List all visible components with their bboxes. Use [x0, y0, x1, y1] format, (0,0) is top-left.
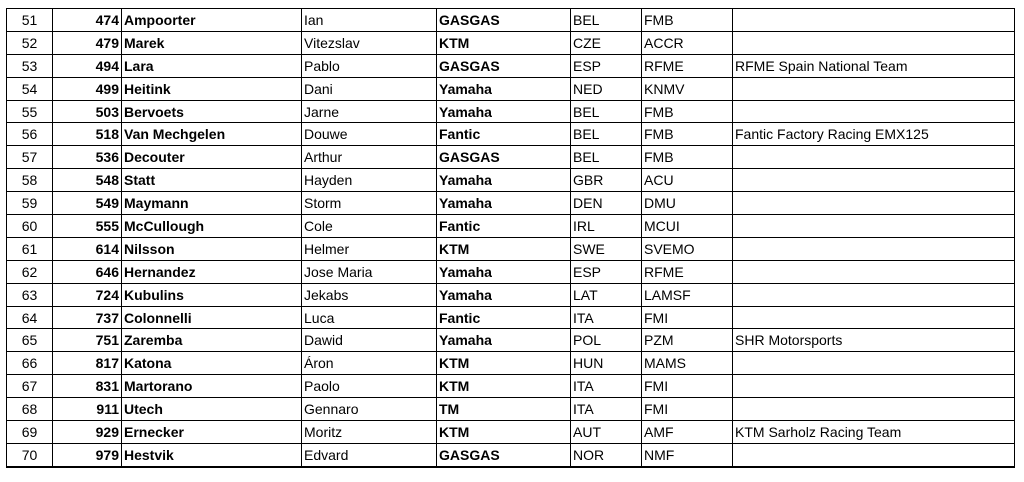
race-number-cell: 548 — [53, 169, 122, 192]
position-cell: 62 — [7, 260, 53, 283]
federation-cell: RFME — [642, 260, 733, 283]
entry-list-table — [6, 8, 1015, 468]
last-name-cell: Heitink — [122, 77, 302, 100]
last-name-cell: Katona — [122, 352, 302, 375]
table-row — [7, 237, 1015, 260]
last-name-cell: Ernecker — [122, 421, 302, 444]
table-row — [7, 443, 1015, 466]
race-number-cell: 929 — [53, 421, 122, 444]
table-row — [7, 192, 1015, 215]
last-name-cell: McCullough — [122, 215, 302, 238]
federation-cell: DMU — [642, 192, 733, 215]
first-name-cell: Moritz — [302, 421, 437, 444]
first-name-cell: Gennaro — [302, 398, 437, 421]
race-number-cell: 751 — [53, 329, 122, 352]
team-cell — [733, 100, 1015, 123]
bike-brand-cell: KTM — [437, 31, 571, 54]
race-number-cell: 499 — [53, 77, 122, 100]
table-row — [7, 260, 1015, 283]
last-name-cell: Statt — [122, 169, 302, 192]
team-cell — [733, 443, 1015, 466]
federation-cell: RFME — [642, 54, 733, 77]
position-cell: 63 — [7, 283, 53, 306]
team-cell — [733, 306, 1015, 329]
position-cell: 57 — [7, 146, 53, 169]
bike-brand-cell: GASGAS — [437, 443, 571, 466]
nationality-cell: ITA — [571, 398, 642, 421]
table-row — [7, 123, 1015, 146]
nationality-cell: POL — [571, 329, 642, 352]
nationality-cell: LAT — [571, 283, 642, 306]
last-name-cell: Bervoets — [122, 100, 302, 123]
first-name-cell: Paolo — [302, 375, 437, 398]
last-name-cell: Zaremba — [122, 329, 302, 352]
nationality-cell: ITA — [571, 306, 642, 329]
federation-cell: ACU — [642, 169, 733, 192]
nationality-cell: DEN — [571, 192, 642, 215]
nationality-cell: NED — [571, 77, 642, 100]
position-cell: 52 — [7, 31, 53, 54]
table-row — [7, 54, 1015, 77]
race-number-cell: 614 — [53, 237, 122, 260]
team-cell — [733, 31, 1015, 54]
last-name-cell: Hestvik — [122, 443, 302, 466]
table-row — [7, 352, 1015, 375]
nationality-cell: GBR — [571, 169, 642, 192]
first-name-cell: Edvard — [302, 443, 437, 466]
federation-cell: FMB — [642, 9, 733, 32]
nationality-cell: ESP — [571, 54, 642, 77]
bike-brand-cell: TM — [437, 398, 571, 421]
bike-brand-cell: KTM — [437, 352, 571, 375]
race-number-cell: 549 — [53, 192, 122, 215]
position-cell: 70 — [7, 443, 53, 466]
team-cell — [733, 398, 1015, 421]
first-name-cell: Arthur — [302, 146, 437, 169]
federation-cell: FMI — [642, 375, 733, 398]
first-name-cell: Helmer — [302, 237, 437, 260]
team-cell — [733, 352, 1015, 375]
federation-cell: FMB — [642, 146, 733, 169]
team-cell — [733, 237, 1015, 260]
federation-cell: KNMV — [642, 77, 733, 100]
last-name-cell: Nilsson — [122, 237, 302, 260]
position-cell: 58 — [7, 169, 53, 192]
nationality-cell: ITA — [571, 375, 642, 398]
federation-cell: MAMS — [642, 352, 733, 375]
last-name-cell: Lara — [122, 54, 302, 77]
race-number-cell: 555 — [53, 215, 122, 238]
nationality-cell: BEL — [571, 100, 642, 123]
position-cell: 67 — [7, 375, 53, 398]
team-cell — [733, 146, 1015, 169]
bike-brand-cell: KTM — [437, 237, 571, 260]
nationality-cell: AUT — [571, 421, 642, 444]
nationality-cell: CZE — [571, 31, 642, 54]
bike-brand-cell: KTM — [437, 421, 571, 444]
bike-brand-cell: Yamaha — [437, 100, 571, 123]
federation-cell: FMB — [642, 100, 733, 123]
table-row — [7, 31, 1015, 54]
table-row — [7, 100, 1015, 123]
table-row — [7, 77, 1015, 100]
bike-brand-cell: Yamaha — [437, 77, 571, 100]
federation-cell: AMF — [642, 421, 733, 444]
position-cell: 56 — [7, 123, 53, 146]
team-cell — [733, 215, 1015, 238]
position-cell: 66 — [7, 352, 53, 375]
last-name-cell: Marek — [122, 31, 302, 54]
last-name-cell: Maymann — [122, 192, 302, 215]
team-cell — [733, 375, 1015, 398]
position-cell: 69 — [7, 421, 53, 444]
federation-cell: NMF — [642, 443, 733, 466]
race-number-cell: 518 — [53, 123, 122, 146]
table-row — [7, 169, 1015, 192]
position-cell: 54 — [7, 77, 53, 100]
position-cell: 68 — [7, 398, 53, 421]
first-name-cell: Jose Maria — [302, 260, 437, 283]
nationality-cell: IRL — [571, 215, 642, 238]
bike-brand-cell: Fantic — [437, 306, 571, 329]
bike-brand-cell: Yamaha — [437, 283, 571, 306]
table-row — [7, 283, 1015, 306]
last-name-cell: Utech — [122, 398, 302, 421]
nationality-cell: BEL — [571, 146, 642, 169]
race-number-cell: 646 — [53, 260, 122, 283]
table-row — [7, 329, 1015, 352]
position-cell: 55 — [7, 100, 53, 123]
last-name-cell: Martorano — [122, 375, 302, 398]
bike-brand-cell: Yamaha — [437, 192, 571, 215]
first-name-cell: Luca — [302, 306, 437, 329]
position-cell: 60 — [7, 215, 53, 238]
first-name-cell: Douwe — [302, 123, 437, 146]
position-cell: 65 — [7, 329, 53, 352]
bike-brand-cell: GASGAS — [437, 146, 571, 169]
bike-brand-cell: GASGAS — [437, 54, 571, 77]
position-cell: 59 — [7, 192, 53, 215]
federation-cell: FMI — [642, 398, 733, 421]
race-number-cell: 979 — [53, 443, 122, 466]
federation-cell: FMI — [642, 306, 733, 329]
federation-cell: SVEMO — [642, 237, 733, 260]
team-cell: RFME Spain National Team — [733, 54, 1015, 77]
bike-brand-cell: Fantic — [437, 123, 571, 146]
position-cell: 51 — [7, 9, 53, 32]
first-name-cell: Pablo — [302, 54, 437, 77]
bike-brand-cell: Yamaha — [437, 169, 571, 192]
last-name-cell: Kubulins — [122, 283, 302, 306]
race-number-cell: 817 — [53, 352, 122, 375]
federation-cell: LAMSF — [642, 283, 733, 306]
first-name-cell: Storm — [302, 192, 437, 215]
first-name-cell: Jekabs — [302, 283, 437, 306]
position-cell: 53 — [7, 54, 53, 77]
team-cell — [733, 169, 1015, 192]
first-name-cell: Hayden — [302, 169, 437, 192]
team-cell — [733, 192, 1015, 215]
last-name-cell: Van Mechgelen — [122, 123, 302, 146]
federation-cell: PZM — [642, 329, 733, 352]
position-cell: 61 — [7, 237, 53, 260]
table-row — [7, 9, 1015, 32]
race-number-cell: 474 — [53, 9, 122, 32]
nationality-cell: NOR — [571, 443, 642, 466]
table-row — [7, 398, 1015, 421]
nationality-cell: SWE — [571, 237, 642, 260]
last-name-cell: Hernandez — [122, 260, 302, 283]
entry-rows — [7, 9, 1015, 467]
nationality-cell: ESP — [571, 260, 642, 283]
table-row — [7, 375, 1015, 398]
team-cell: Fantic Factory Racing EMX125 — [733, 123, 1015, 146]
bike-brand-cell: GASGAS — [437, 9, 571, 32]
team-cell: SHR Motorsports — [733, 329, 1015, 352]
first-name-cell: Ian — [302, 9, 437, 32]
federation-cell: ACCR — [642, 31, 733, 54]
table-row — [7, 215, 1015, 238]
team-cell — [733, 260, 1015, 283]
table-row — [7, 306, 1015, 329]
position-cell: 64 — [7, 306, 53, 329]
first-name-cell: Cole — [302, 215, 437, 238]
bike-brand-cell: KTM — [437, 375, 571, 398]
team-cell: KTM Sarholz Racing Team — [733, 421, 1015, 444]
first-name-cell: Jarne — [302, 100, 437, 123]
race-number-cell: 494 — [53, 54, 122, 77]
team-cell — [733, 77, 1015, 100]
last-name-cell: Decouter — [122, 146, 302, 169]
race-number-cell: 479 — [53, 31, 122, 54]
federation-cell: FMB — [642, 123, 733, 146]
table-row — [7, 421, 1015, 444]
nationality-cell: BEL — [571, 123, 642, 146]
last-name-cell: Colonnelli — [122, 306, 302, 329]
bike-brand-cell: Yamaha — [437, 329, 571, 352]
bike-brand-cell: Yamaha — [437, 260, 571, 283]
first-name-cell: Dawid — [302, 329, 437, 352]
first-name-cell: Dani — [302, 77, 437, 100]
federation-cell: MCUI — [642, 215, 733, 238]
team-cell — [733, 283, 1015, 306]
first-name-cell: Vitezslav — [302, 31, 437, 54]
table-row — [7, 146, 1015, 169]
first-name-cell: Áron — [302, 352, 437, 375]
race-number-cell: 503 — [53, 100, 122, 123]
nationality-cell: BEL — [571, 9, 642, 32]
race-number-cell: 737 — [53, 306, 122, 329]
last-name-cell: Ampoorter — [122, 9, 302, 32]
race-number-cell: 831 — [53, 375, 122, 398]
race-number-cell: 911 — [53, 398, 122, 421]
nationality-cell: HUN — [571, 352, 642, 375]
team-cell — [733, 9, 1015, 32]
race-number-cell: 536 — [53, 146, 122, 169]
bike-brand-cell: Fantic — [437, 215, 571, 238]
race-number-cell: 724 — [53, 283, 122, 306]
